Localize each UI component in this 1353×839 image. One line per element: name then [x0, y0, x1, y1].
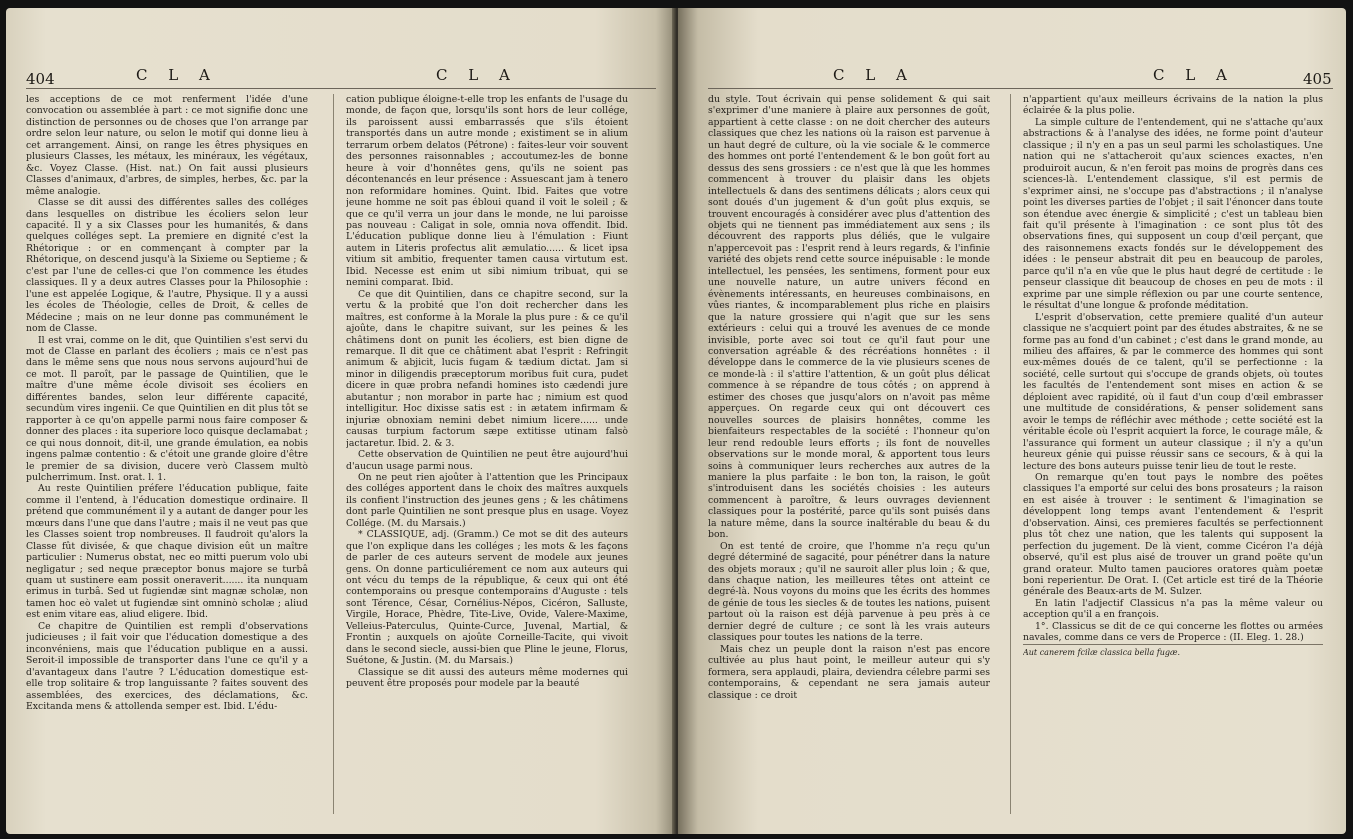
right-column-1	[708, 94, 990, 822]
column-divider	[333, 94, 334, 814]
right-column-2	[1023, 94, 1323, 822]
running-header-left-col2: C L A	[436, 66, 518, 84]
header-rule	[708, 88, 1333, 89]
paragraph: * CLASSIQUE, adj. (Gramm.) Ce mot se dit des auteurs que l'on explique dans les colléges ; les mots & les façons de parler de ces auteurs servent de modele aux jeunes gens. On donne particuliérement ce nom aux auteurs qui ont vécu du temps de la république, & ceux qui ont été contemporains ou presque contemporains d'Auguste : tels sont Térence, César, Cornélius-Népos, Cicéron, Salluste, Virgile, Horace, Phèdre, Tite-Live, Ovide, Valere-Maxime, Velleius-Paterculus, Quinte-Curce, Juvenal, Martial, & Frontin ; auxquels on ajoûte Corneille-Tacite, qui vivoit dans le second siecle, aussi-bien que Pline le jeune, Florus, Suétone, & Justin. (M. du Marsais.)	[346, 529, 628, 667]
paragraph: Il est vrai, comme on le dit, que Quintilien s'est servi du mot de Classe en parlant des écoliers ; mais ce n'est pas dans le même sens que nous nous servons aujourd'hui de ce mot. Il paroît, par le passage de Quintilien, que le maître d'une même école divisoit ses écoliers en différentes bandes, selon leur différente capacité, secundùm vires ingenii. Ce que Quintilien en dit plus tôt se rapporter à ce qu'on appelle parmi nous faire composer & donner des places : ita superiore loco quisque declamabat ; ce qui nous donnoit, dit-il, une grande émulation, ea nobis ingens palmæ contentio : & c'étoit une grande gloire d'être le premier de sa division, ducere verò Classem multò pulcherrimum. Inst. orat. l. 1.	[26, 334, 308, 483]
paragraph: les acceptions de ce mot renferment l'idée d'une convocation ou assemblée à part : ce mot signifie donc une distinction de personnes ou de choses que l'on arrange par ordre selon leur nature, ou selon le motif qui donne lieu à cet arrangement. Ainsi, on range les êtres physiques en plusieurs Classes, les métaux, les minéraux, les végétaux, &c. Voyez Classe. (Hist. nat.) On fait aussi plusieurs Classes d'animaux, d'arbres, de simples, herbes, &c. par la même analogie.	[26, 94, 308, 197]
left-page	[6, 8, 676, 834]
paragraph: Au reste Quintilien préfere l'éducation publique, faite comme il l'entend, à l'éducation domestique ordinaire. Il prétend que communément il y a autant de danger pour les mœurs dans l'une que dans l'autre ; mais il ne veut pas que les Classes soient trop nombreuses. Il faudroit qu'alors la Classe fût divisée, & que chaque division eût un maître particulier : Numerus obstat, nec eo mitti puerum volo ubi negligatur ; sed neque præceptor bonus majore se turbâ quam ut sustinere eam possit oneraverit....... ita nunquam erimus in turbâ. Sed ut fugiendæ sint magnæ scholæ, non tamen hoc eò valet ut fugiendæ sint omninò scholæ ; aliud est enim vitare eas, aliud eligere. Ibid.	[26, 483, 308, 621]
verse-quotation: Aut canerem fcilæ classica bella fugæ.	[1023, 644, 1323, 658]
page-number-left: 404	[26, 70, 55, 88]
paragraph: On remarque qu'en tout pays le nombre des poëtes classiques l'a emporté sur celui des bons prosateurs ; la raison en est aisée à trouver : le sentiment & l'imagination se développent long temps avant l'entendement & l'esprit d'observation. Ainsi, ces premieres facultés se perfectionnent plus tôt chez une nation, que les talents qui supposent la perfection du jugement. De là vient, comme Cicéron l'a déjà observé, qu'il est plus aisé de trouver un grand poëte qu'un grand orateur. Multo tamen pauciores oratores quàm poetæ boni reperientur. De Orat. I. (Cet article est tiré de la Théorie générale des Beaux-arts de M. Sulzer.	[1023, 471, 1323, 598]
paragraph: En latin l'adjectif Classicus n'a pas la même valeur ou acception qu'il a en françois.	[1023, 597, 1323, 621]
left-column-2	[346, 94, 628, 822]
page-number-right: 405	[1303, 70, 1332, 88]
paragraph: Ce que dit Quintilien, dans ce chapitre second, sur la vertu & la probité que l'on doit rechercher dans les maîtres, est conforme à la Morale la plus pure : & ce qu'il ajoûte, dans le chapitre suivant, sur les peines & les châtimens dont on punit les écoliers, est bien digne de remarque. Il dit que ce châtiment abat l'esprit : Refringit animum & abjicit, lucis fugam & tædium dictat. Jam si minor in diligendis præceptorum moribus fuit cura, pudet dicere in quæ probra nefandi homines isto cædendi jure abutantur ; non morabor in parte hac ; nimium est quod intelligitur. Hoc dixisse satis est : in ætatem infirmam & injuriæ obnoxiam nemini debet nimium licere...... unde causas turpium factorum sæpe extitisse utinam falsò jactaretur. Ibid. 2. & 3.	[346, 288, 628, 449]
paragraph: Mais chez un peuple dont la raison n'est pas encore cultivée au plus haut point, le meilleur auteur qui s'y formera, sera applaudi, plaira, deviendra célebre parmi ses contemporains, & cependant ne sera jamais auteur classique : ce droit	[708, 643, 990, 701]
column-divider	[1010, 94, 1011, 814]
paragraph: Ce chapitre de Quintilien est rempli d'observations judicieuses ; il fait voir que l'éducation domestique a des inconvéniens, mais que l'éducation publique en a aussi. Seroit-il impossible de transporter dans l'une ce qu'il y a d'avantageux dans l'autre ? L'éducation domestique est-elle trop solitaire & trop languissante ? faites souvent des assemblées, des exercices, des déclamations, &c. Excitanda mens & attollenda semper est. Ibid. L'édu-	[26, 620, 308, 713]
left-column-1	[26, 94, 308, 822]
header-rule	[26, 88, 656, 89]
paragraph: Classique se dit aussi des auteurs même modernes qui peuvent être proposés pour modele par la beauté	[346, 666, 628, 690]
paragraph: La simple culture de l'entendement, qui ne s'attache qu'aux abstractions & à l'analyse des idées, ne forme point d'auteur classique ; il n'y en a pas un seul parmi les scholastiques. Une nation qui ne s'attacheroit qu'aux sciences exactes, n'en produiroit aucun, & n'en feroit pas moins de progrès dans ces sciences-là. L'entendement classique, s'il est permis de s'exprimer ainsi, ne s'occupe pas d'abstractions ; il n'analyse point les diverses parties de l'objet ; il sait l'énoncer dans toute son étendue avec énergie & simplicité ; c'est un tableau bien fait qu'il présente à l'imagination : ce sont plus tôt des observations fines, qui supposent un coup d'œil perçant, que des raisonnemens exacts fondés sur le développement des idées : le penseur abstrait dit peu en beaucoup de paroles, parce qu'il n'a en vûe que le plus haut degré de certitude : le penseur classique dit beaucoup de choses en peu de mots : il exprime par une simple réflexion ou par une courte sentence, le résultat d'une longue & profonde méditation.	[1023, 116, 1323, 312]
paragraph: cation publique éloigne-t-elle trop les enfants de l'usage du monde, de façon que, lorsqu'ils sont hors de leur collége, ils paroissent aussi embarrassés que s'ils étoient transportés dans un autre monde ; existiment se in alium terrarum orbem delatos (Pétrone) : faites-leur voir souvent des personnes raisonnables ; accoutumez-les de bonne heure à voir d'honnêtes gens, qu'ils ne soient pas décontenancés en leur présence : Assuescant jam à tenero non reformidare homines. Quint. Ibid. Faites que votre jeune homme ne soit pas ébloui quand il voit le soleil ; & que ce qu'il verra un jour dans le monde, ne lui paroisse pas nouveau : Caligat in sole, omnia nova offendit. Ibid. L'éducation publique donne lieu à l'émulation : Fiunt autem in Literis profectus alit æmulatio...... & licet ipsa vitium sit ambitio, frequenter tamen causa virtutum est. Ibid. Necesse est enim ut sibi nimium tribuat, qui se nemini comparat. Ibid.	[346, 94, 628, 289]
running-header-left-col1: C L A	[136, 66, 218, 84]
running-header-right-col1: C L A	[833, 66, 915, 84]
paragraph: Classe se dit aussi des différentes salles des colléges dans lesquelles on distribue les écoliers selon leur capacité. Il y a six Classes pour les humanités, & dans quelques colléges sept. La premiere en dignité c'est la Rhétorique : or en commençant à compter par la Rhétorique, on descend jusqu'à la Sixieme ou Septieme ; & c'est par l'une de celles-ci que l'on commence les études classiques. Il y a deux autres Classes pour la Philosophie : l'une est appelée Logique, & l'autre, Physique. Il y a aussi les écoles de Théologie, celles de Droit, & celles de Médecine ; mais on ne leur donne pas communément le nom de Classe.	[26, 197, 308, 335]
paragraph: On ne peut rien ajoûter à l'attention que les Principaux des colléges apportent dans le choix des maîtres auxquels ils confient l'instruction des jeunes gens ; & les châtimens dont parle Quintilien ne sont presque plus en usage. Voyez Collége. (M. du Marsais.)	[346, 471, 628, 529]
paragraph: L'esprit d'observation, cette premiere qualité d'un auteur classique ne s'acquiert point par des études abstraites, & ne se forme pas au fond d'un cabinet ; c'est dans le grand monde, au milieu des affaires, & par le commerce des hommes qui sont eux-mêmes doués de ce talent, qu'il se perfectionne : la société, celle surtout qui s'occupe de grands objets, où toutes les facultés de l'entendement sont mises en action & se déploient avec rapidité, où il faut d'un coup d'œil embrasser une multitude de considérations, & penser solidement sans avoir le temps de réfléchir avec méthode ; cette société est la véritable école où l'esprit acquiert la force, le courage mâle, & l'assurance qui forment un auteur classique ; il n'y a qu'un heureux génie qui puisse réussir sans ce secours, & à qui la lecture des bons auteurs puisse tenir lieu de tout le reste.	[1023, 311, 1323, 472]
right-page	[678, 8, 1346, 834]
paragraph: On est tenté de croire, que l'homme n'a reçu qu'un degré déterminé de sagacité, pour pénétrer dans la nature des objets moraux ; qu'il ne sauroit aller plus loin ; & que, dans chaque nation, les meilleures têtes ont atteint ce degré-là. Nous voyons du moins que les écrits des hommes de génie de tous les siecles & de toutes les nations, puisent partout où la raison est déjà parvenue à peu près à ce dernier degré de culture ; ce sont là les vrais auteurs classiques pour toutes les nations de la terre.	[708, 540, 990, 644]
paragraph: du style. Tout écrivain qui pense solidement & qui sait s'exprimer d'une maniere à plaire aux personnes de goût, appartient à cette classe : on ne doit chercher des auteurs classiques que chez les nations où la raison est parvenue à un haut degré de culture, où la vie sociale & le commerce des hommes ont porté l'entendement & le bon goût fort au dessus des sens grossiers : ce n'est que là que les hommes commencent à trouver du plaisir dans les objets intellectuels & dans des sentimens délicats ; alors ceux qui sont doués d'un jugement & d'un goût plus exquis, se trouvent encouragés à considérer avec plus d'attention des objets qui ne tiennent pas immédiatement aux sens ; ils découvrent des rapports plus déliés, que le vulgaire n'appercevoit pas : l'esprit rend à leurs regards, & l'infinie variété des objets rend cette source inépuisable : le monde intellectuel, les pensées, les sentimens, forment pour eux une nouvelle nature, un autre univers fécond en évènements intéressants, en heureuses combinaisons, en vûes riantes, & incomparablement plus riche en plaisirs que la nature grossiere qui n'agit que sur les sens extérieurs : celui qui a trouvé les avenues de ce monde invisible, porte avec soi tout ce qu'il faut pour une conversation agréable & des récréations honnêtes : il développe dans le commerce de la vie plusieurs scenes de ce monde-là : il s'attire l'attention, & un goût plus délicat commence à se répandre de tous côtés ; on apprend à estimer des choses que jusqu'alors on n'avoit pas même apperçues. On regarde ceux qui ont découvert ces nouvelles sources de plaisirs honnêtes, comme les bienfaiteurs respectables de la société : l'honneur qu'on leur rend redouble leurs efforts ; ils font de nouvelles observations sur le monde moral, & apportent tous leurs soins à communiquer leurs recherches aux autres de la maniere la plus parfaite : le bon ton, la raison, le goût s'introduisent dans les sociétés choisies : les auteurs commencent à paroître, & leurs ouvrages deviennent classiques pour la postérité, parce qu'ils sont puisés dans la nature même, dans la source inaltérable du beau & du bon.	[708, 94, 990, 541]
running-header-right-col2: C L A	[1153, 66, 1235, 84]
paragraph: n'appartient qu'aux meilleurs écrivains de la nation la plus éclairée & la plus polie.	[1023, 94, 1323, 117]
paragraph: Cette observation de Quintilien ne peut être aujourd'hui d'aucun usage parmi nous.	[346, 449, 628, 472]
paragraph: 1°. Classicus se dit de ce qui concerne les flottes ou armées navales, comme dans ce vers de Properce : (II. Eleg. 1. 28.)	[1023, 620, 1323, 644]
